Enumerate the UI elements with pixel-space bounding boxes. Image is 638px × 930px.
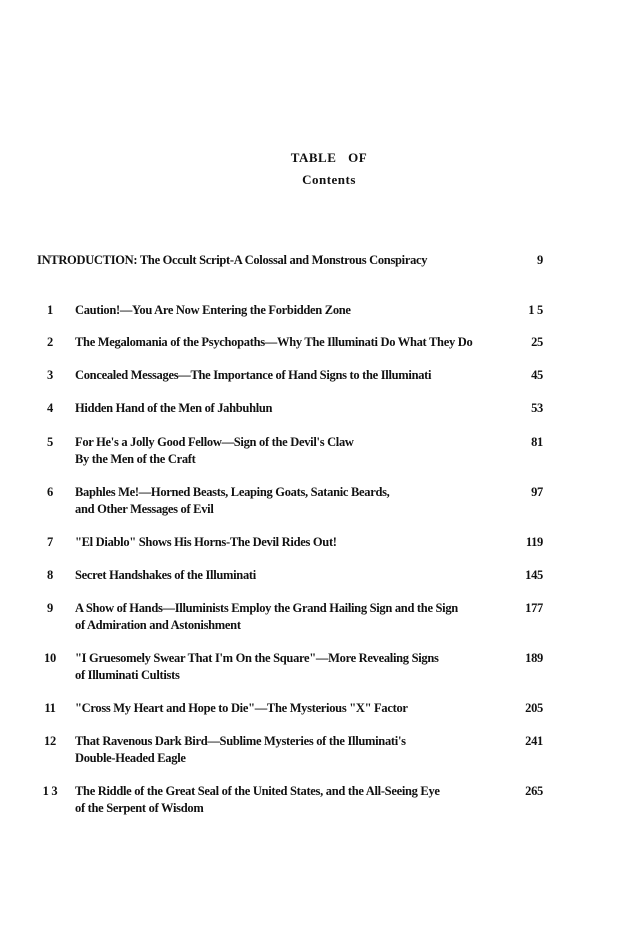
chapter-page: 177 <box>525 601 543 615</box>
chapter-number: 8 <box>47 568 53 582</box>
chapter-number: 4 <box>47 401 53 415</box>
chapter-title <box>75 400 515 417</box>
introduction-page: 9 <box>537 253 543 267</box>
toc-heading-line2: Contents <box>302 172 356 187</box>
chapter-title-line: For He's a Jolly Good Fellow—Sign of the Devil's Claw <box>75 435 354 449</box>
introduction-entry <box>37 253 543 268</box>
toc-heading-line1: TABLE OF <box>290 150 368 165</box>
chapter-number: 5 <box>47 435 53 449</box>
chapter-title <box>75 367 515 384</box>
chapter-number: 11 <box>44 701 56 715</box>
chapter-title <box>75 534 515 551</box>
chapter-title-line: of the Serpent of Wisdom <box>75 801 204 815</box>
chapter-title <box>75 733 515 767</box>
chapter-title-line: "I Gruesomely Swear That I'm On the Square"—More Revealing Signs <box>75 651 439 665</box>
chapter-page: 53 <box>531 401 543 415</box>
chapter-page: 241 <box>525 734 543 748</box>
chapter-page: 1 5 <box>528 303 543 317</box>
chapter-title <box>75 434 515 468</box>
chapter-title-line: The Riddle of the Great Seal of the United States, and the All-Seeing Eye <box>75 784 440 798</box>
chapter-title <box>75 484 515 518</box>
chapter-title <box>75 567 515 584</box>
chapter-title-line: By the Men of the Craft <box>75 452 196 466</box>
chapter-title-line: "El Diablo" Shows His Horns-The Devil Rides Out! <box>75 535 337 549</box>
chapter-title-line: of Illuminati Cultists <box>75 668 180 682</box>
chapter-title-line: The Megalomania of the Psychopaths—Why The Illuminati Do What They Do <box>75 335 473 349</box>
chapter-number: 2 <box>47 335 53 349</box>
chapter-page: 205 <box>525 701 543 715</box>
chapter-page: 25 <box>531 335 543 349</box>
chapter-title-line: A Show of Hands—Illuminists Employ the Grand Hailing Sign and the Sign <box>75 601 458 615</box>
chapter-title-line: Hidden Hand of the Men of Jahbuhlun <box>75 401 273 415</box>
chapter-page: 45 <box>531 368 543 382</box>
chapter-title <box>75 650 515 684</box>
chapter-page: 189 <box>525 651 543 665</box>
chapter-title-line: Double-Headed Eagle <box>75 751 186 765</box>
chapter-number: 12 <box>44 734 56 748</box>
chapter-page: 119 <box>525 535 543 549</box>
chapter-title-line: Secret Handshakes of the Illuminati <box>75 568 256 582</box>
chapter-number: 3 <box>47 368 53 382</box>
chapter-title <box>75 700 515 717</box>
chapter-number: 6 <box>47 485 53 499</box>
chapter-title-line: and Other Messages of Evil <box>75 502 214 516</box>
introduction-title: INTRODUCTION: The Occult Script-A Colossal and Monstrous Conspiracy <box>37 253 428 267</box>
chapter-number: 9 <box>47 601 53 615</box>
chapter-title-line: Concealed Messages—The Importance of Hand Signs to the Illuminati <box>75 368 432 382</box>
chapter-title <box>75 334 515 351</box>
chapter-page: 265 <box>525 784 543 798</box>
chapter-title-line: Baphles Me!—Horned Beasts, Leaping Goats, Satanic Beards, <box>75 485 390 499</box>
chapter-number: 10 <box>44 651 56 665</box>
chapter-number: 7 <box>47 535 53 549</box>
chapter-page: 81 <box>531 435 543 449</box>
chapter-title-line: of Admiration and Astonishment <box>75 618 241 632</box>
chapter-number: 1 <box>47 303 53 317</box>
chapter-title <box>75 302 515 319</box>
chapter-title-line: "Cross My Heart and Hope to Die"—The Mysterious "X" Factor <box>75 701 408 715</box>
chapter-page: 97 <box>531 485 543 499</box>
chapter-page: 145 <box>525 568 543 582</box>
chapter-title <box>75 600 515 634</box>
chapter-title <box>75 783 515 817</box>
chapter-title-line: Caution!—You Are Now Entering the Forbidden Zone <box>75 303 351 317</box>
chapter-title-line: That Ravenous Dark Bird—Sublime Mysteries of the Illuminati's <box>75 734 406 748</box>
chapter-number: 1 3 <box>42 784 58 798</box>
